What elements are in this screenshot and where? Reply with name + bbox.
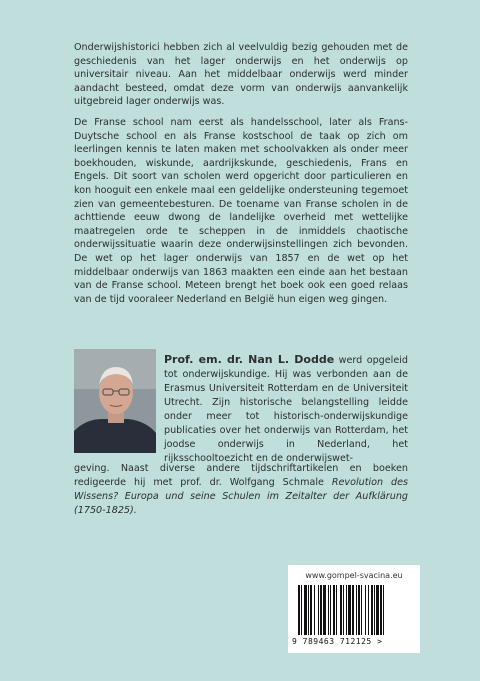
isbn-barcode-icon — [296, 585, 412, 637]
author-bio-text: werd opgeleid tot onderwijskundige. Hij was verbonden aan de Erasmus Universiteit Rotterdam en de Universiteit Utrecht. Zijn historische belangstelling leidde onder meer tot historisch-onderwijskundige publicaties over het onderwijs van Rotterdam, het joodse onderwijs in Nederland, het rijksschooltoezicht en de onderwijswet- — [164, 355, 409, 464]
author-bio-text-2: geving. Naast diverse andere tijdschriftartikelen en boeken redigeerde hij met prof. dr. Wolfgang Schmale — [74, 463, 408, 488]
publisher-url: www.gompel-svacina.eu — [305, 571, 403, 580]
barcode-panel — [288, 565, 420, 653]
author-bio-continuation — [74, 462, 408, 518]
author-bio-intro — [164, 353, 408, 466]
edited-book-title: Revolution des Wissens? Europa und seine Schulen im Zeitalter der Aufklärung (1750-1825). — [74, 477, 408, 516]
author-name: Prof. em. dr. Nan L. Dodde — [164, 353, 335, 366]
intro-paragraph: Onderwijshistorici hebben zich al veelvuldig bezig gehouden met de geschiedenis van het lager onderwijs en het onderwijs op universitair niveau. Aan het middelbaar onderwijs werd minder aandacht besteed, omdat deze vorm van onderwijs aanvankelijk uitgebreid lager onderwijs was. — [74, 42, 408, 108]
author-portrait-image — [74, 349, 156, 453]
isbn-number: 9 789463 712125 > — [292, 637, 383, 646]
author-photo — [74, 349, 156, 453]
history-paragraph: De Franse school nam eerst als handelsschool, later als Frans-Duytsche school en als Franse kostschool de taak op zich om leerlingen kennis te laten maken met schoolvakken als onder meer boekhouden, wiskunde, aardrijkskunde, geschiedenis, Frans en Engels. Dit soort van scholen werd opgericht door particulieren en kon hooguit een enkele maal een geldelijke ondersteuning tegemoet zien van gemeentebesturen. De toename van Franse scholen in de achttiende eeuw dwong de landelijke overheid met wettelijke maatregelen orde te scheppen in de inmiddels chaotische onderwijssituatie waarin deze onderwijsinstellingen zich bevonden. De wet op het lager onderwijs van 1857 en de wet op het middelbaar onderwijs van 1863 maakten een einde aan het bestaan van de Franse school. Meteen brengt het boek ook een goed relaas van de tijd vooraleer Nederland en België hun eigen weg gingen. — [74, 117, 408, 305]
